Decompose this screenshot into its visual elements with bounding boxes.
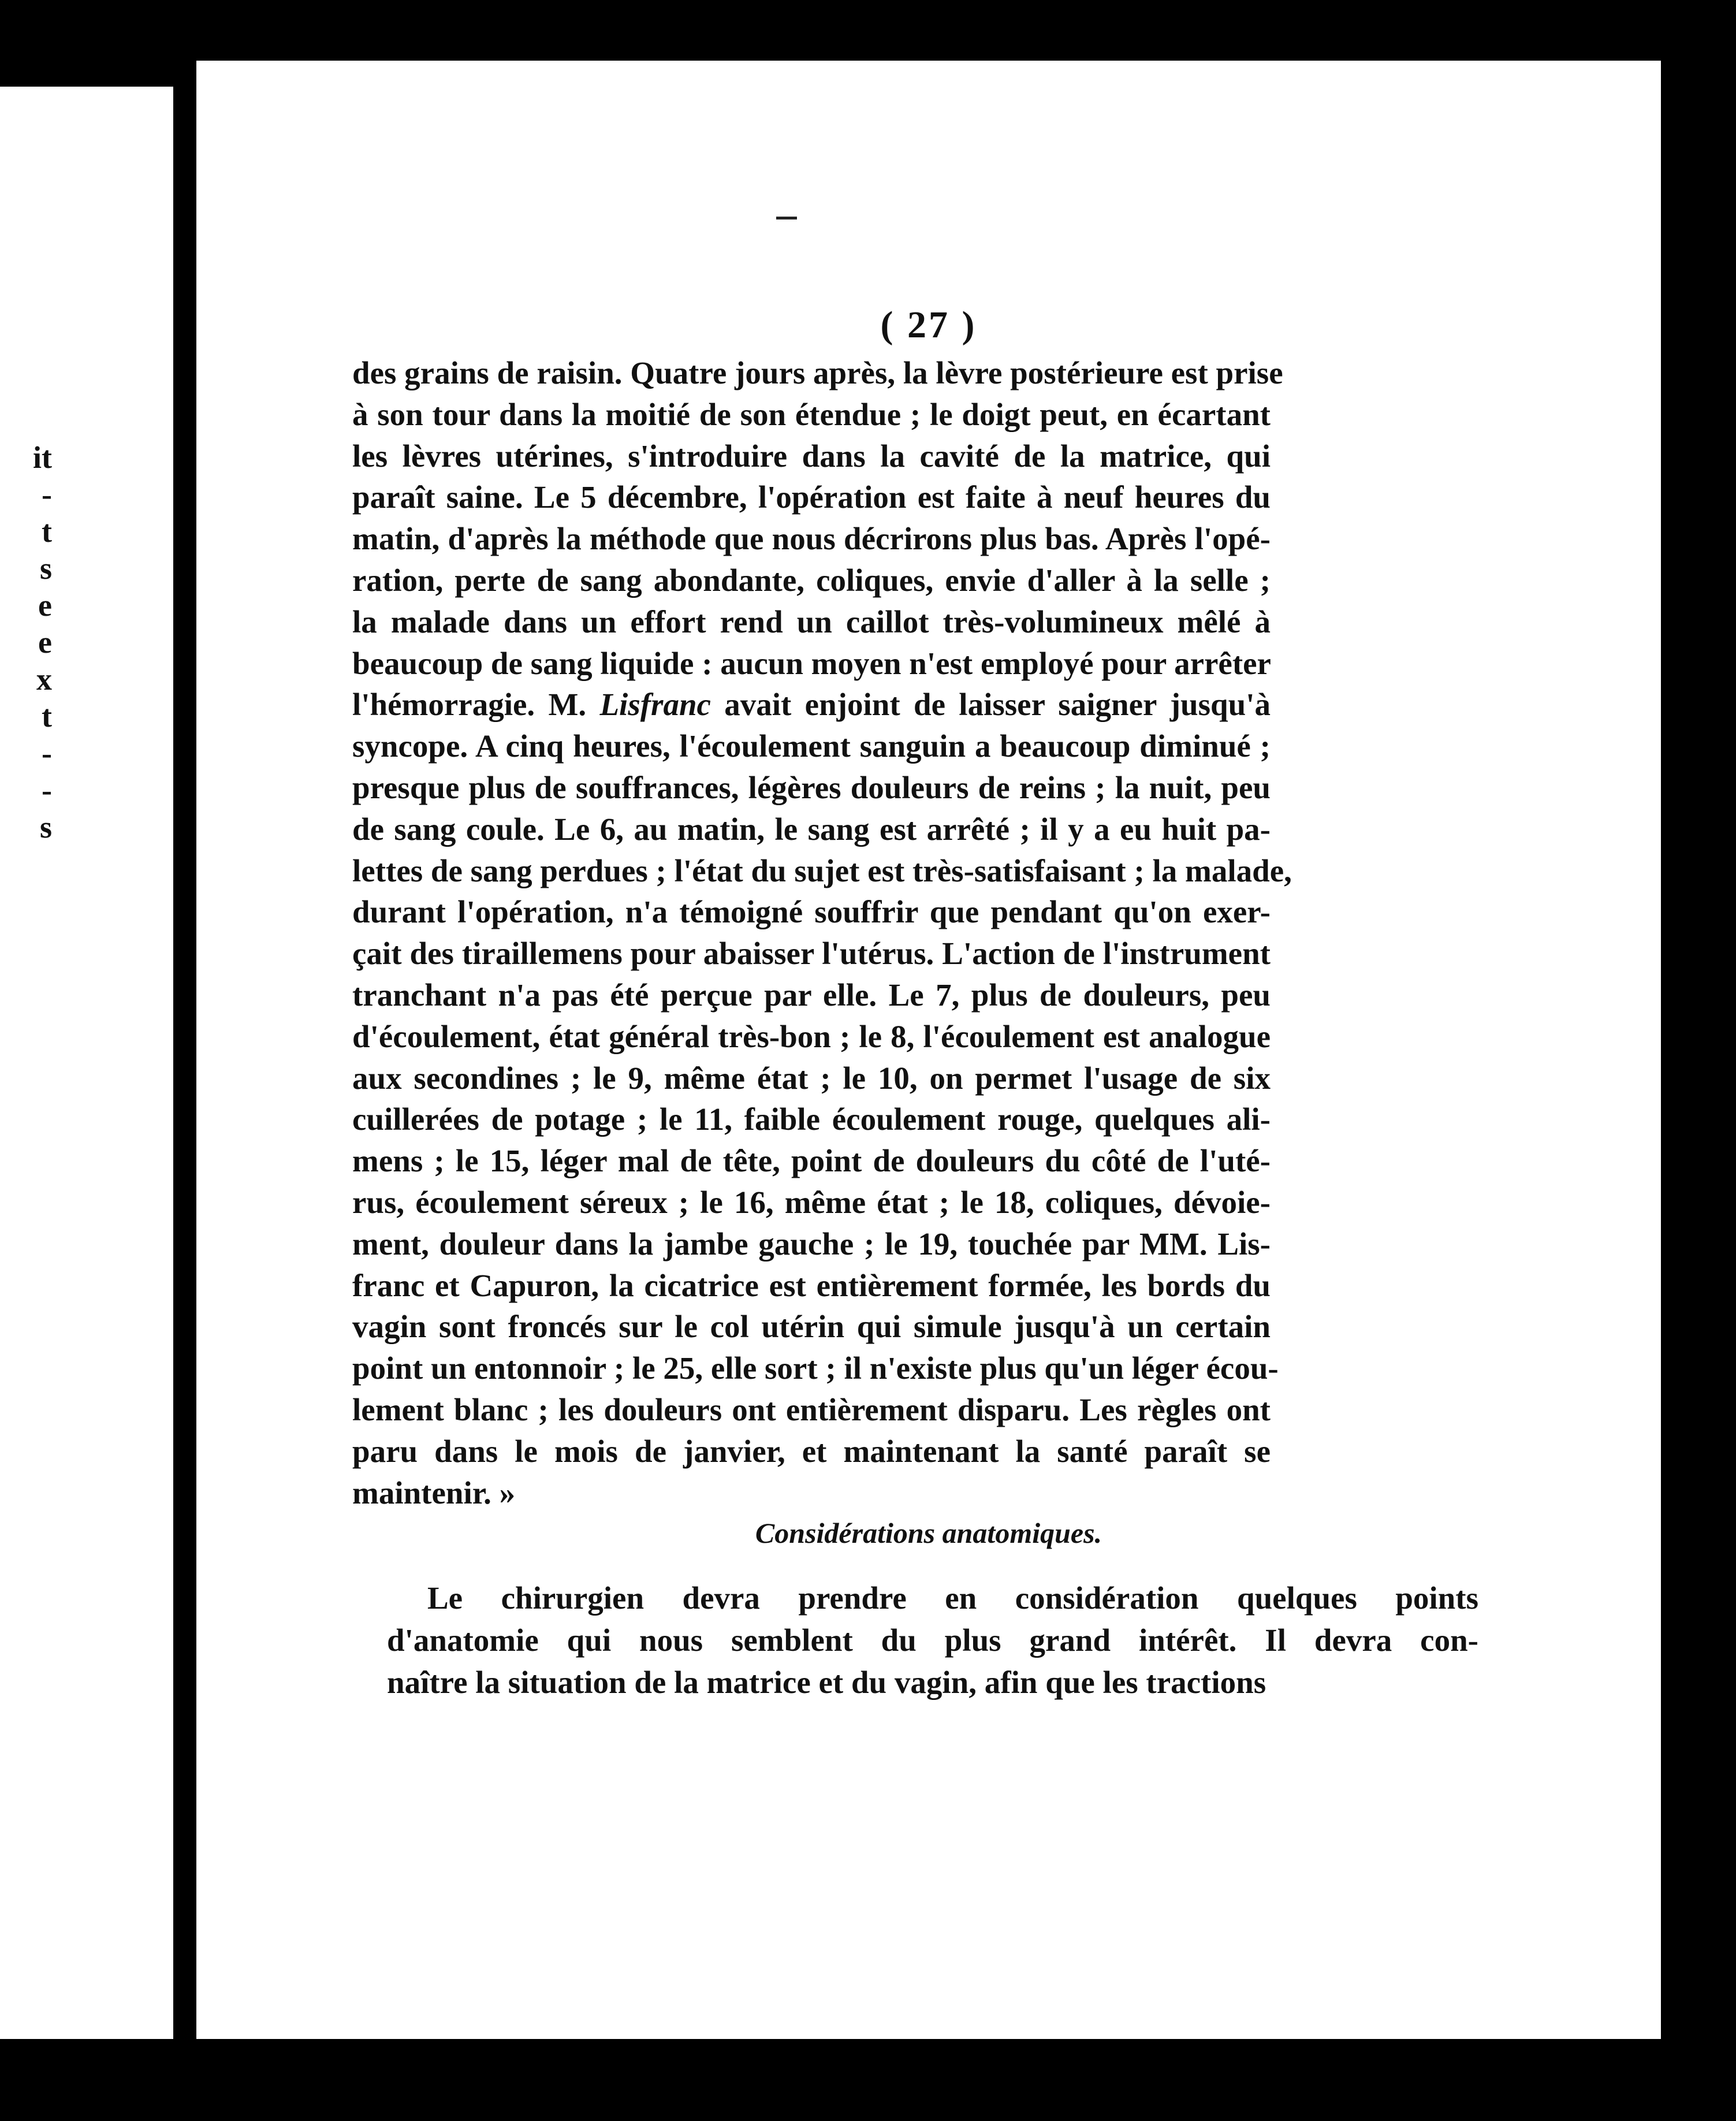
text-line: lement blanc ; les douleurs ont entièrement disparu. Les règles ont bbox=[352, 1391, 1271, 1427]
section-heading: Considérations anatomiques. bbox=[755, 1517, 1102, 1549]
previous-page-edge bbox=[0, 87, 173, 2039]
text-line: cuillerées de potage ; le 11, faible écoulement rouge, quelques ali- bbox=[352, 1102, 1271, 1137]
text-line: syncope. A cinq heures, l'écoulement sanguin a beaucoup diminué ; bbox=[352, 728, 1271, 764]
text-line: lettes de sang perdues ; l'état du sujet est très-satisfaisant ; la malade, bbox=[352, 853, 1292, 888]
book-page bbox=[196, 61, 1661, 2039]
edge-fragment: it bbox=[33, 440, 52, 475]
edge-fragment: t bbox=[42, 514, 52, 549]
edge-fragment: - bbox=[42, 477, 52, 512]
page-number: ( 27 ) bbox=[880, 304, 977, 346]
text-line: des grains de raisin. Quatre jours après, la lèvre postérieure est prise bbox=[352, 355, 1283, 390]
edge-fragment: s bbox=[39, 810, 52, 844]
text-line: les lèvres utérines, s'introduire dans la cavité de la matrice, qui bbox=[352, 438, 1271, 474]
text-line: de sang coule. Le 6, au matin, le sang est arrêté ; il y a eu huit pa- bbox=[352, 811, 1271, 847]
text-line: paru dans le mois de janvier, et maintenant la santé paraît se bbox=[352, 1433, 1271, 1469]
previous-page-fragments bbox=[0, 439, 52, 846]
text-line: çait des tiraillemens pour abaisser l'utérus. L'action de l'instrument bbox=[352, 936, 1271, 972]
scan-border bbox=[0, 2039, 1736, 2121]
paragraph-anatomy bbox=[387, 1577, 1478, 1703]
text-line: presque plus de souffrances, légères douleurs de reins ; la nuit, peu bbox=[352, 769, 1271, 805]
text-line: vagin sont froncés sur le col utérin qui simule jusqu'à un certain bbox=[352, 1309, 1271, 1345]
header-dash bbox=[776, 217, 797, 219]
text-line: la malade dans un effort rend un caillot très-volumineux mêlé à bbox=[352, 604, 1271, 639]
text-line: naître la situation de la matrice et du vagin, afin que les tractions bbox=[387, 1665, 1266, 1700]
text-line: à son tour dans la moitié de son étendue ; le doigt peut, en écartant bbox=[352, 396, 1271, 432]
text-line: tranchant n'a pas été perçue par elle. Le 7, plus de douleurs, peu bbox=[352, 977, 1271, 1013]
edge-fragment: x bbox=[36, 662, 52, 697]
edge-fragment: e bbox=[38, 625, 52, 660]
text-line: paraît saine. Le 5 décembre, l'opération est faite à neuf heures du bbox=[352, 479, 1271, 515]
text-line: mens ; le 15, léger mal de tête, point de douleurs du côté de l'uté- bbox=[352, 1143, 1271, 1179]
text-line: aux secondines ; le 9, même état ; le 10, on permet l'usage de six bbox=[352, 1060, 1271, 1096]
text-line: beaucoup de sang liquide : aucun moyen n'est employé pour arrêter bbox=[352, 645, 1271, 681]
text-line: ration, perte de sang abondante, coliques, envie d'aller à la selle ; bbox=[352, 562, 1271, 598]
edge-fragment: t bbox=[42, 699, 52, 734]
text-line: ment, douleur dans la jambe gauche ; le 19, touchée par MM. Lis- bbox=[352, 1226, 1271, 1262]
text-line: maintenir. » bbox=[352, 1475, 516, 1510]
edge-fragment: s bbox=[39, 551, 52, 586]
edge-fragment: - bbox=[42, 773, 52, 808]
text-line: Le chirurgien devra prendre en considération quelques points bbox=[427, 1580, 1478, 1616]
text-line: d'écoulement, état général très-bon ; le 8, l'écoulement est analogue bbox=[352, 1018, 1271, 1054]
text-line: rus, écoulement séreux ; le 16, même état ; le 18, coliques, dévoie- bbox=[352, 1184, 1271, 1220]
text-line: point un entonnoir ; le 25, elle sort ; il n'existe plus qu'un léger écou- bbox=[352, 1350, 1279, 1386]
text-line: d'anatomie qui nous semblent du plus grand intérêt. Il devra con- bbox=[387, 1623, 1478, 1658]
text-line: durant l'opération, n'a témoigné souffrir que pendant qu'on exer- bbox=[352, 894, 1271, 930]
text-line: franc et Capuron, la cicatrice est entièrement formée, les bords du bbox=[352, 1267, 1271, 1303]
edge-fragment: - bbox=[42, 736, 52, 771]
text-line: l'hémorragie. M. Lisfranc avait enjoint de laisser saigner jusqu'à bbox=[352, 687, 1271, 723]
edge-fragment: e bbox=[38, 588, 52, 623]
paragraph-case-report bbox=[352, 352, 1292, 1513]
book-gutter bbox=[173, 87, 196, 2039]
text-line: matin, d'après la méthode que nous décrirons plus bas. Après l'opé- bbox=[352, 521, 1271, 557]
